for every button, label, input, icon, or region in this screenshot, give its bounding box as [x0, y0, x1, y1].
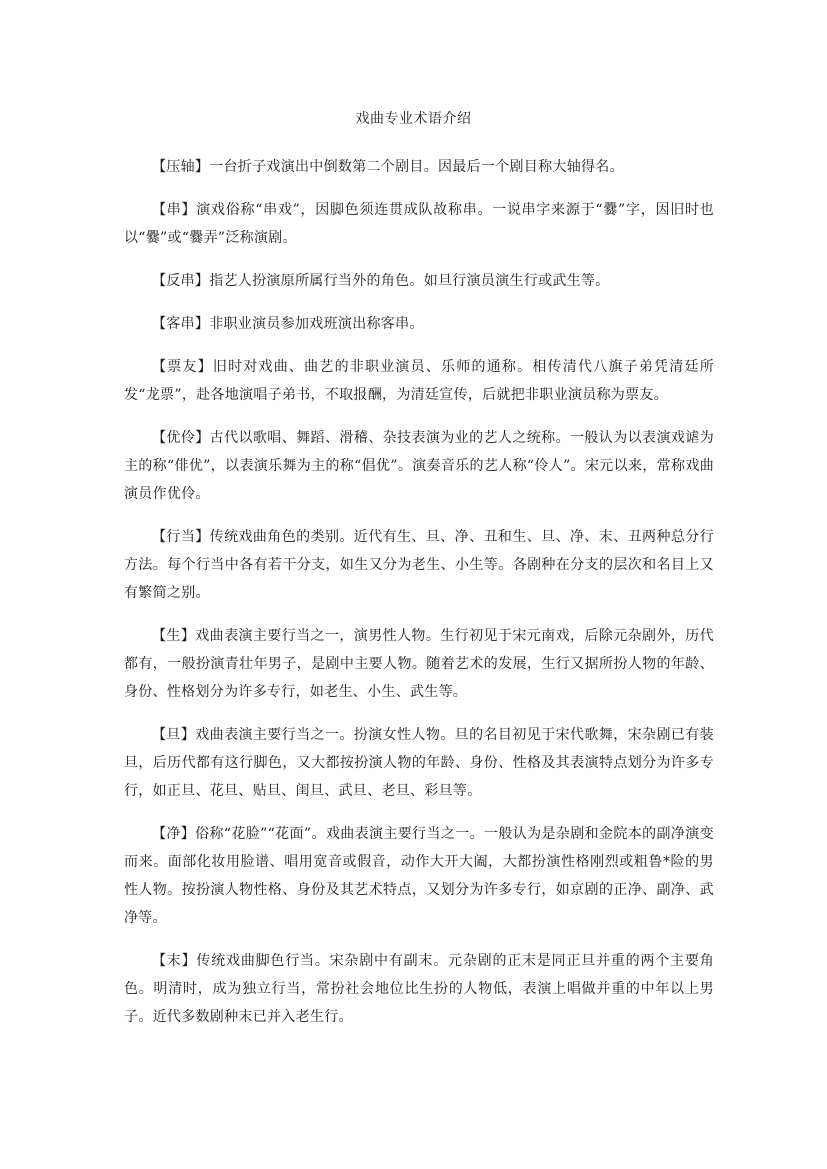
term-entry-kechuan: 【客串】非职业演员参加戏班演出称客串。 [152, 316, 424, 332]
term-entry-yazhou: 【压轴】一台折子戏演出中倒数第二个剧目。因最后一个剧目称大轴得名。 [152, 159, 624, 175]
term-entry-chuan: 【串】演戏俗称“串戏”，因脚色须连贯成队故称串。一说串字来源于“爨”字，因旧时也以“爨”或“爨弄”泛称演剧。 [124, 202, 714, 246]
term-entry-sheng: 【生】戏曲表演主要行当之一，演男性人物。生行初见于宋元南戏，后除元杂剧外，历代都有，一般扮演青壮年男子，是剧中主要人物。随着艺术的发展，生行又据所扮人物的年龄、身份、性格划分为许多专行，如老生、小生、武生等。 [124, 628, 714, 700]
document-title: 戏曲专业术语介绍 [355, 111, 472, 127]
term-entry-hangdang: 【行当】传统戏曲角色的类别。近代有生、旦、净、丑和生、旦、净、末、丑两种总分行方法。每个行当中各有若干分支，如生又分为老生、小生等。各剧种在分支的层次和名目上又有繁简之别。 [124, 529, 714, 601]
term-entry-dan: 【旦】戏曲表演主要行当之一。扮演女性人物。旦的名目初见于宋代歌舞，宋杂剧已有装旦，后历代都有这行脚色，又大都按扮演人物的年龄、身份、性格及其表演特点划分为许多专行，如正旦、花旦、贴旦、闺旦、武旦、老旦、彩旦等。 [124, 727, 714, 799]
term-entry-fanchuan: 【反串】指艺人扮演原所属行当外的角色。如旦行演员演生行或武生等。 [152, 273, 610, 289]
term-entry-jing: 【净】俗称“花脸”“花面”。戏曲表演主要行当之一。一般认为是杂剧和金院本的副净演变而来。面部化妆用脸谱、唱用宽音或假音，动作大开大阖，大都扮演性格刚烈或粗鲁*险的男性人物。按扮演人物性格、身份及其艺术特点，又划分为许多专行，如京剧的正净、副净、武净等。 [124, 826, 714, 926]
term-entry-piaoyou: 【票友】旧时对戏曲、曲艺的非职业演员、乐师的通称。相传清代八旗子弟凭清廷所发“龙票”，赴各地演唱子弟书，不取报酬，为清廷宣传，后就把非职业演员称为票友。 [124, 359, 714, 403]
term-entry-mo: 【末】传统戏曲脚色行当。宋杂剧中有副末。元杂剧的正末是同正旦并重的两个主要角色。明清时，成为独立行当，常扮社会地位比生扮的人物低，表演上唱做并重的中年以上男子。近代多数剧种末已并入老生行。 [124, 953, 714, 1025]
term-entry-youling: 【优伶】古代以歌唱、舞蹈、滑稽、杂技表演为业的艺人之统称。一般认为以表演戏谑为主的称“俳优”，以表演乐舞为主的称“倡优”。演奏音乐的艺人称“伶人”。宋元以来，常称戏曲演员作优伶。 [124, 430, 714, 502]
term-list [124, 153, 714, 1046]
